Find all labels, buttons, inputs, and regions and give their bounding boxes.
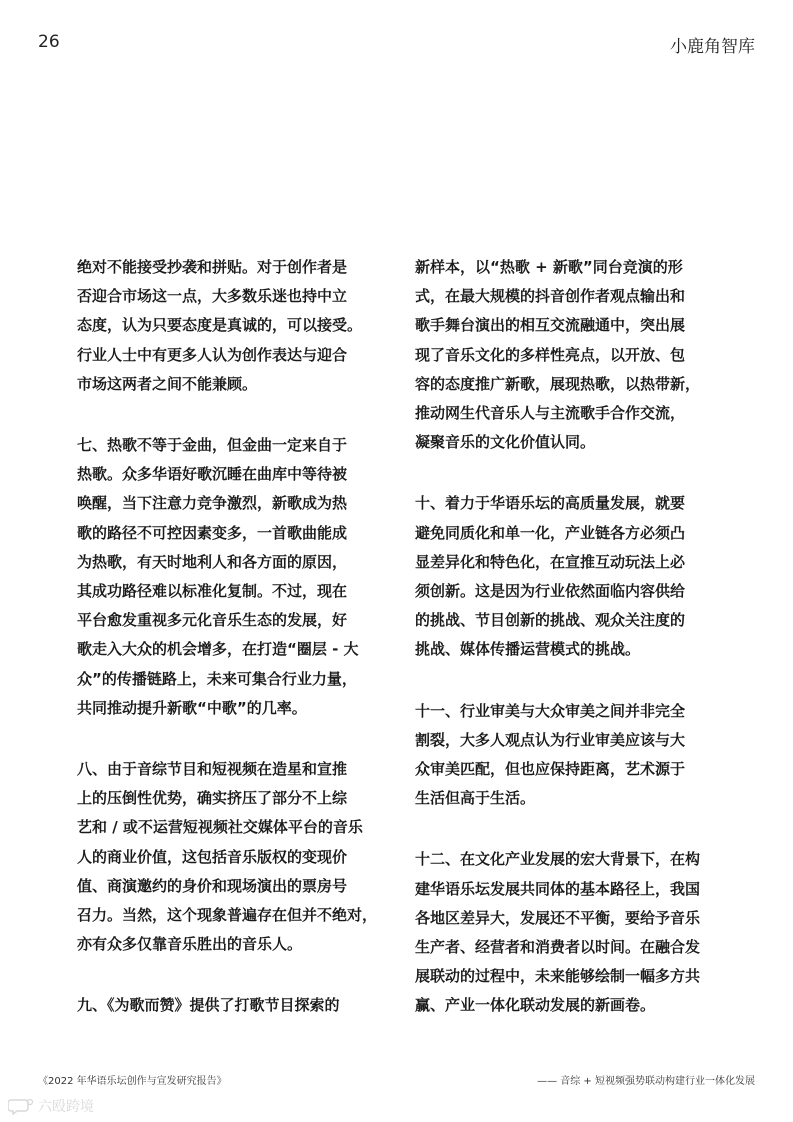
paragraph: 十二、在文化产业发展的宏大背景下，在构 建华语乐坛发展共同体的基本路径上，我国 各地区差异大，发展还不平衡，要给予音乐 生产者、经营者和消费者以时间。在融合发 展联动的过程中，未来能够绘制一幅多方共 赢、产业一体化联动发展的新画卷。	[415, 850, 701, 1015]
watermark-text: 六殴跨境	[38, 1099, 94, 1115]
footer-section-title: —— 音综 + 短视频强势联动构建行业一体化发展	[537, 1076, 755, 1087]
paragraph: 七、热歌不等于金曲，但金曲一定来自于 热歌。众多华语好歌沉睡在曲库中等待被 唤醒，当下注意力竞争激烈，新歌成为热 歌的路径不可控因素变多，一首歌曲能成 为热歌，有天时地利人和各方面的原因， 其成功路径难以标准化复制。不过，现在 平台愈发重视多元化音乐生态的发展，好 歌走入大众的机会增多，在打造“圈层 - 大 众”的传播链路上，未来可集合行业力量， 共同推动提升新歌“中歌”的几率。	[77, 436, 359, 717]
paragraph: 绝对不能接受抄袭和拼贴。对于创作者是 否迎合市场这一点，大多数乐迷也持中立 态度，认为只要态度是真诚的，可以接受。 行业人士中有更多人认为创作表达与迎合 市场这两者之间不能兼顾。	[77, 258, 363, 393]
paragraph: 十一、行业审美与大众审美之间并非完全 割裂，大多人观点认为行业审美应该与大 众审美匹配，但也应保持距离，艺术源于 生活但高于生活。	[415, 701, 686, 808]
paragraph: 十、着力于华语乐坛的高质量发展，就要 避免同质化和单一化，产业链各方必须凸 显差异化和特色化，在宣推互动玩法上必 须创新。这是因为行业依然面临内容供给 的挑战、节目创新的挑战、观众关注度的 挑战、媒体传播运营模式的挑战。	[415, 494, 686, 659]
brand-name: 小鹿角智库	[670, 37, 755, 57]
watermark	[8, 1096, 94, 1116]
page-number: 26	[38, 32, 60, 52]
left-column	[77, 253, 377, 1053]
footer-report-title: 《2022 年华语乐坛创作与宣发研究报告》	[38, 1076, 227, 1087]
speech-bubble-icon	[8, 1097, 34, 1115]
paragraph: 八、由于音综节目和短视频在造星和宣推 上的压倒性优势，确实挤压了部分不上综 艺和 / 或不运营短视频社交媒体平台的音乐 人的商业价值，这包括音乐版权的变现价 值、商演邀约的身价和现场演出的票房号 召力。当然，这个现象普遍存在但并不绝对， 亦有众多仅靠音乐胜出的音乐人。	[77, 760, 378, 954]
paragraph: 新样本，以“热歌 + 新歌”同台竞演的形 式，在最大规模的抖音创作者观点输出和 歌手舞台演出的相互交流融通中，突出展 现了音乐文化的多样性亮点，以开放、包 容的态度推广新歌，展现热歌，以热带新， 推动网生代音乐人与主流歌手合作交流， 凝聚音乐的文化价值认同。	[415, 258, 701, 452]
paragraph: 九、《为歌而赞》提供了打歌节目探索的	[77, 996, 340, 1015]
right-column	[415, 253, 715, 1053]
